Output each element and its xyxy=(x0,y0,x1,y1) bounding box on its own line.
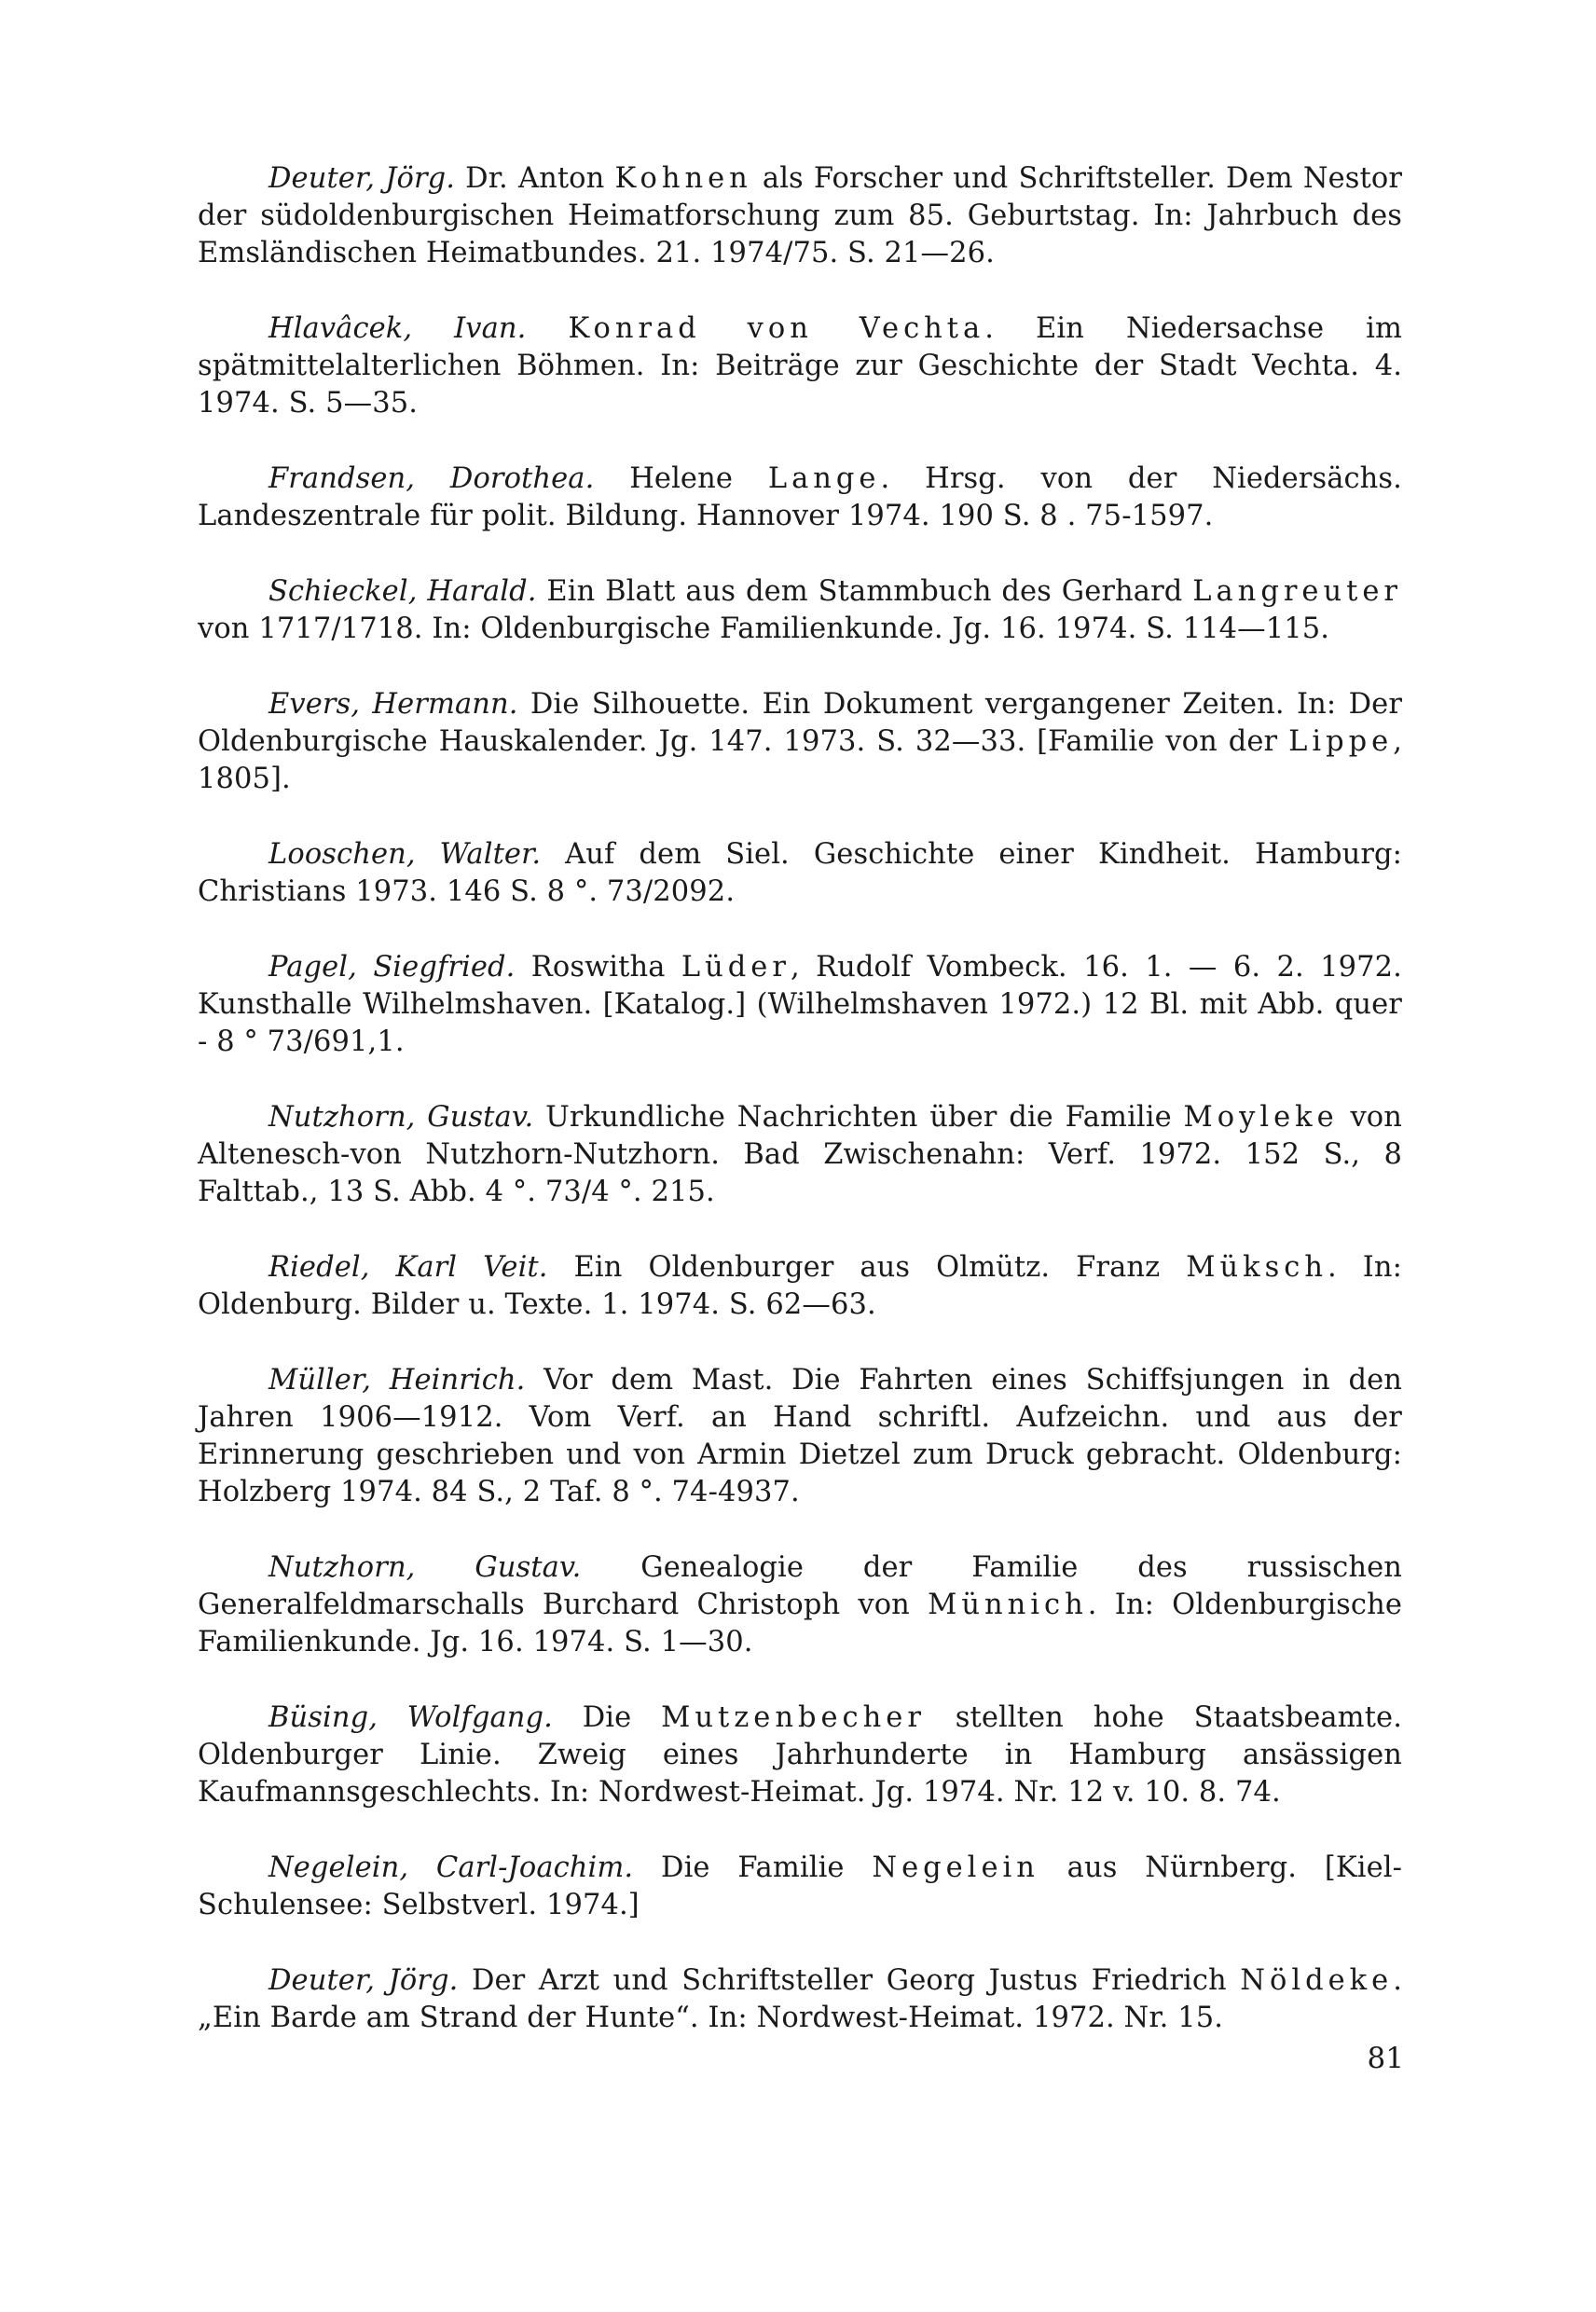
entry-text: Die xyxy=(552,1701,662,1734)
entry-author: Negelein, Carl-Joachim. xyxy=(268,1851,634,1884)
entry-text: Die Silhouette. Ein Dokument vergangener Zeiten. In: Der Oldenburgische Hauskalender. Jg. 147. 1973. S. 32—33. [Familie von der xyxy=(198,688,1402,758)
bibliography-list xyxy=(198,160,1402,2075)
bibliography-entry xyxy=(198,949,1402,1061)
entry-spaced-name: Mutzenbecher xyxy=(661,1701,926,1734)
entry-text: Helene xyxy=(594,462,768,495)
bibliography-entry xyxy=(198,836,1402,911)
entry-text: Auf dem Siel. Geschichte einer Kindheit. Hamburg: Christians 1973. 146 S. 8 °. 73/2092. xyxy=(198,838,1402,908)
entry-author: Evers, Hermann. xyxy=(268,688,518,721)
entry-text: als Forscher und Schriftsteller. Dem Nestor der südoldenburgischen Heimatforschung zum 85. Geburtstag. In: Jahrbuch des Emsländischen Heimatbundes. 21. 1974/75. S. 21—26. xyxy=(198,162,1403,269)
bibliography-entry xyxy=(198,1099,1402,1211)
entry-author: Deuter, Jörg. xyxy=(268,162,456,195)
page-number: 81 xyxy=(1367,2042,1404,2075)
entry-author: Schieckel, Harald. xyxy=(268,575,537,608)
entry-text: . Ein Niedersachse im spätmittelalterlichen Böhmen. In: Beiträge zur Geschichte der Stadt Vechta. 4. 1974. S. 5—35. xyxy=(198,312,1402,420)
entry-text: Dr. Anton xyxy=(455,162,615,195)
entry-text: von 1717/1718. In: Oldenburgische Familienkunde. Jg. 16. 1974. S. 114—115. xyxy=(198,612,1330,645)
entry-spaced-name: Lüder xyxy=(681,951,791,984)
entry-text: Ein Blatt aus dem Stammbuch des Gerhard xyxy=(536,575,1193,608)
entry-author: Pagel, Siegfried. xyxy=(268,951,516,984)
entry-author: Deuter, Jörg. xyxy=(268,1964,459,1997)
bibliography-entry xyxy=(198,1700,1402,1811)
bibliography-entry xyxy=(198,1362,1402,1511)
entry-text: Genealogie der Familie des russischen Generalfeldmarschalls Burchard Christoph von xyxy=(198,1551,1402,1621)
entry-spaced-name: Moyleke xyxy=(1183,1101,1339,1134)
bibliography-entry xyxy=(198,1850,1402,1924)
entry-author: Nutzhorn, Gustav. xyxy=(268,1101,534,1134)
entry-text: Die Familie xyxy=(633,1851,873,1884)
entry-author: Riedel, Karl Veit. xyxy=(268,1251,548,1284)
entry-spaced-name: Müksch xyxy=(1186,1251,1328,1284)
entry-text: Urkundliche Nachrichten über die Familie xyxy=(533,1101,1184,1134)
entry-spaced-name: Negelein xyxy=(872,1851,1039,1884)
entry-text: . In: Oldenburg. Bilder u. Texte. 1. 1974. S. 62—63. xyxy=(198,1251,1402,1321)
entry-author: Looschen, Walter. xyxy=(268,838,542,871)
entry-text: Der Arzt und Schriftsteller Georg Justus Friedrich xyxy=(458,1964,1241,1997)
bibliography-entry xyxy=(198,1249,1402,1324)
bibliography-entry xyxy=(198,686,1402,798)
entry-author: Nutzhorn, Gustav. xyxy=(268,1551,582,1584)
entry-text: aus Nürnberg. [Kiel-Schulensee: Selbstverl. 1974.] xyxy=(198,1851,1403,1921)
bibliography-entry xyxy=(198,160,1402,272)
bibliography-entry xyxy=(198,461,1402,535)
entry-text: von Altenesch-von Nutzhorn-Nutzhorn. Bad Zwischenahn: Verf. 1972. 152 S., 8 Falttab., 13 S. Abb. 4 °. 73/4 °. 215. xyxy=(198,1101,1402,1208)
entry-spaced-name: Konrad von Vechta xyxy=(568,312,985,345)
entry-text: Vor dem Mast. Die Fahrten eines Schiffsjungen in den Jahren 1906—1912. Vom Verf. an Hand schriftl. Aufzeichn. und aus der Erinnerung geschrieben und von Armin Dietzel zum Druck gebracht. Oldenburg: Holzberg 1974. 84 S., 2 Taf. 8 °. 74-4937. xyxy=(198,1364,1402,1508)
entry-text: , 1805]. xyxy=(198,725,1402,795)
entry-text: stellten hohe Staatsbeamte. Oldenburger Linie. Zweig eines Jahrhunderte in Hamburg ansässigen Kaufmannsgeschlechts. In: Nordwest-Heimat. Jg. 1974. Nr. 12 v. 10. 8. 74. xyxy=(198,1701,1402,1809)
entry-text: , Rudolf Vombeck. 16. 1. — 6. 2. 1972. Kunsthalle Wilhelmshaven. [Katalog.] (Wilhelmshaven 1972.) 12 Bl. mit Abb. quer - 8 ° 73/691,1. xyxy=(198,951,1402,1058)
entry-text: Roswitha xyxy=(515,951,681,984)
entry-text: . „Ein Barde am Strand der Hunte“. In: Nordwest-Heimat. 1972. Nr. 15. xyxy=(198,1964,1402,2034)
bibliography-entry xyxy=(198,1962,1402,2037)
bibliography-entry xyxy=(198,1549,1402,1661)
entry-text xyxy=(526,312,568,345)
entry-text: . In: Oldenburgische Familienkunde. Jg. 16. 1974. S. 1—30. xyxy=(198,1589,1402,1658)
entry-author: Müller, Heinrich. xyxy=(268,1364,526,1397)
entry-spaced-name: Lippe xyxy=(1288,725,1394,758)
entry-text: Ein Oldenburger aus Olmütz. Franz xyxy=(547,1251,1187,1284)
bibliography-entry xyxy=(198,310,1402,422)
entry-author: Büsing, Wolfgang. xyxy=(268,1701,553,1734)
entry-author: Frandsen, Dorothea. xyxy=(268,462,595,495)
entry-spaced-name: Kohnen xyxy=(614,162,752,195)
bibliography-entry xyxy=(198,573,1402,648)
entry-spaced-name: Nöldeke xyxy=(1240,1964,1394,1997)
entry-spaced-name: Langreuter xyxy=(1192,575,1402,608)
entry-author: Hlavâcek, Ivan. xyxy=(268,312,527,345)
entry-spaced-name: Lange xyxy=(767,462,881,495)
entry-text: . Hrsg. von der Niedersächs. Landeszentrale für polit. Bildung. Hannover 1974. 190 S. 8 . 75-1597. xyxy=(198,462,1402,532)
entry-spaced-name: Münnich xyxy=(928,1589,1088,1621)
